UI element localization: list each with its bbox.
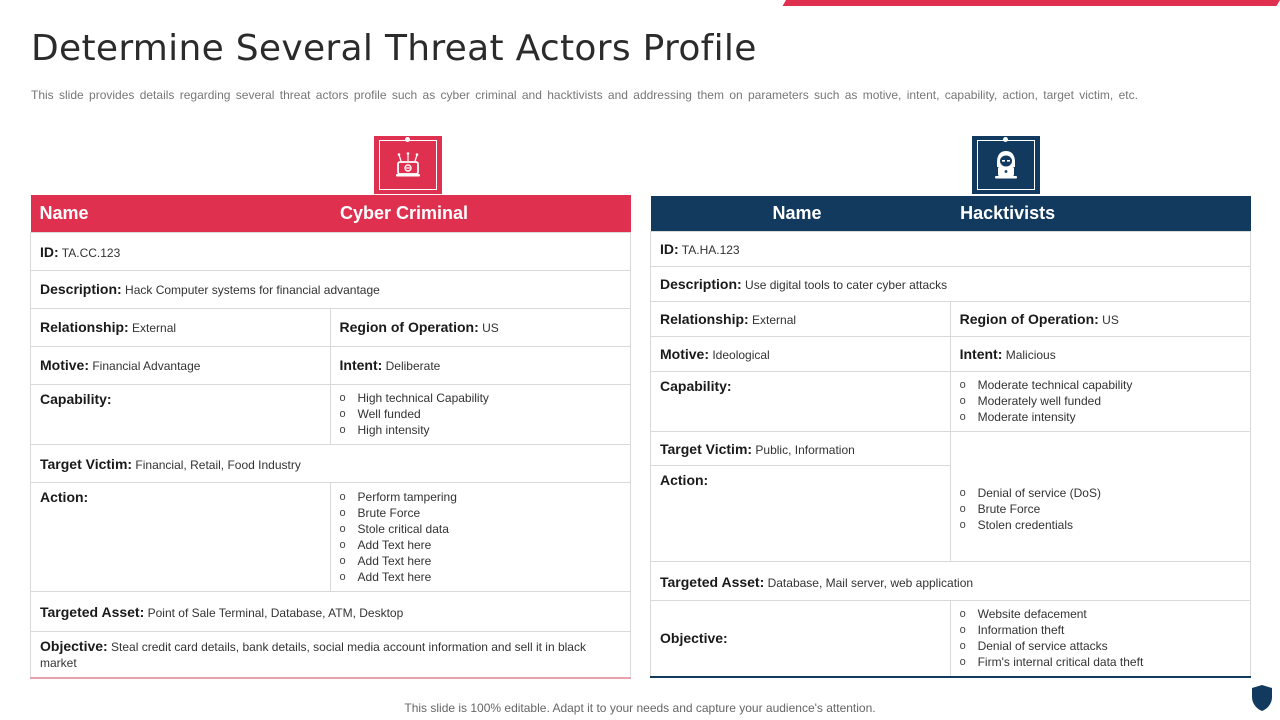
target-victim-value: Public, Information [755, 442, 855, 457]
table-row [31, 270, 631, 308]
list-item: o Brute Force [960, 501, 1241, 517]
targeted-asset-value: Database, Mail server, web application [767, 575, 974, 590]
name-value: Cyber Criminal [330, 195, 630, 232]
capability-list [960, 377, 1241, 425]
region-label: Region of Operation: [959, 310, 1099, 327]
intent-value: Malicious [1005, 347, 1056, 362]
capability-list [340, 390, 621, 438]
relationship-label: Relationship: [660, 310, 749, 327]
action-label: Action: [40, 488, 89, 505]
list-item: o Denial of service (DoS) [960, 485, 1241, 501]
list-item: o Add Text here [340, 537, 621, 553]
targeted-asset-value: Point of Sale Terminal, Database, ATM, Desktop [147, 605, 404, 620]
list-item: o Website defacement [960, 606, 1241, 622]
region-value: US [1102, 312, 1119, 327]
name-label: Name [31, 195, 331, 232]
list-item: o Add Text here [340, 553, 621, 569]
targeted-asset-label: Targeted Asset: [660, 573, 765, 590]
table-row [31, 346, 631, 384]
id-label: ID: [40, 243, 59, 260]
description-value: Use digital tools to cater cyber attacks [745, 277, 948, 292]
page-title: Determine Several Threat Actors Profile [31, 28, 757, 69]
hacktivists-table [650, 196, 1251, 678]
list-item: o Well funded [340, 406, 621, 422]
target-victim-label: Target Victim: [660, 440, 753, 457]
relationship-value: External [752, 312, 797, 327]
list-item: o Moderate intensity [960, 409, 1241, 425]
list-item: o Stole critical data [340, 521, 621, 537]
objective-label: Objective: [40, 637, 108, 654]
motive-value: Financial Advantage [92, 358, 201, 373]
id-value: TA.HA.123 [681, 242, 740, 257]
list-item: o High technical Capability [340, 390, 621, 406]
intent-label: Intent: [339, 356, 383, 373]
objective-list [960, 606, 1241, 670]
targeted-asset-label: Targeted Asset: [40, 603, 145, 620]
target-victim-value: Financial, Retail, Food Industry [135, 457, 301, 472]
relationship-label: Relationship: [40, 318, 129, 335]
description-label: Description: [660, 275, 742, 292]
table-row [31, 308, 631, 346]
footer-note: This slide is 100% editable. Adapt it to your needs and capture your audience's attention. [404, 701, 876, 715]
capability-label: Capability: [660, 377, 732, 394]
table-row [651, 231, 1251, 266]
capability-label: Capability: [40, 390, 112, 407]
table-header [31, 195, 631, 232]
id-value: TA.CC.123 [61, 245, 121, 260]
name-label: Name [651, 196, 951, 231]
table-row [31, 444, 631, 482]
action-list [960, 485, 1241, 533]
cyber-criminal-table [30, 195, 631, 679]
shield-icon [1251, 684, 1273, 712]
table-row [31, 631, 631, 678]
table-row [651, 431, 1251, 465]
table-row [651, 371, 1251, 431]
table-row [651, 600, 1251, 677]
description-label: Description: [40, 280, 122, 297]
table-row [651, 301, 1251, 336]
relationship-value: External [132, 320, 177, 335]
list-item: o Add Text here [340, 569, 621, 585]
intent-label: Intent: [959, 345, 1003, 362]
list-item: o Stolen credentials [960, 517, 1241, 533]
description-value: Hack Computer systems for financial advantage [125, 282, 380, 297]
table-row [31, 232, 631, 270]
table-row [31, 591, 631, 631]
list-item: o Perform tampering [340, 489, 621, 505]
action-list [340, 489, 621, 585]
id-label: ID: [660, 240, 679, 257]
list-item: o Firm's internal critical data theft [960, 654, 1241, 670]
table-row [31, 482, 631, 591]
table-row [651, 266, 1251, 301]
objective-value: Steal credit card details, bank details, social media account information and sell it in black market [40, 639, 586, 670]
page-subtitle: This slide provides details regarding several threat actors profile such as cyber criminal and hacktivists and addressing them on parameters such as motive, intent, capability, action, target victim, etc. [31, 88, 1138, 102]
table-header [651, 196, 1251, 231]
list-item: o Information theft [960, 622, 1241, 638]
action-label: Action: [660, 471, 709, 488]
list-item: o Moderately well funded [960, 393, 1241, 409]
top-accent-bar [783, 0, 1280, 6]
hooded-hacker-icon [991, 149, 1021, 181]
list-item: o Denial of service attacks [960, 638, 1241, 654]
target-victim-label: Target Victim: [40, 455, 133, 472]
cyber-criminal-icon-tab [374, 136, 442, 194]
list-item: o High intensity [340, 422, 621, 438]
list-item: o Moderate technical capability [960, 377, 1241, 393]
table-row [651, 336, 1251, 371]
motive-value: Ideological [712, 347, 770, 362]
hacker-laptop-icon [393, 150, 423, 180]
objective-label: Objective: [660, 630, 728, 646]
list-item: o Brute Force [340, 505, 621, 521]
region-value: US [482, 320, 499, 335]
motive-label: Motive: [40, 356, 89, 373]
region-label: Region of Operation: [339, 318, 479, 335]
hacktivists-icon-tab [972, 136, 1040, 194]
motive-label: Motive: [660, 345, 709, 362]
table-row [31, 384, 631, 444]
intent-value: Deliberate [385, 358, 441, 373]
name-value: Hacktivists [950, 196, 1250, 231]
table-row [651, 561, 1251, 600]
